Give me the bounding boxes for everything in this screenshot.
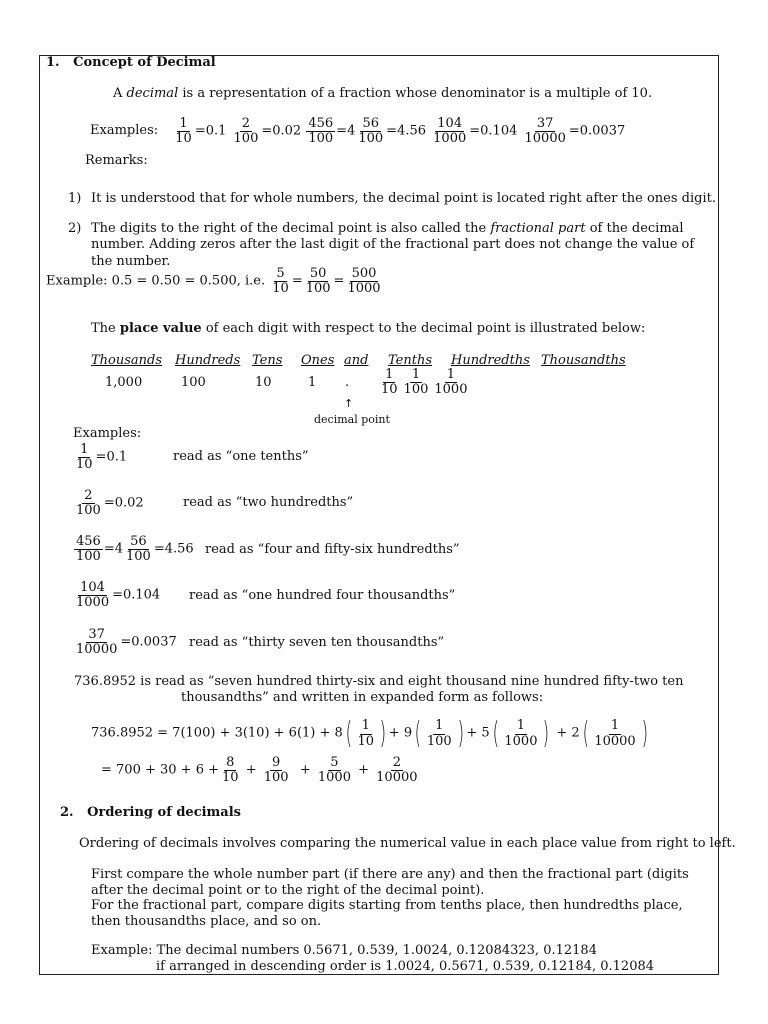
ordering-example-line-1: Example: The decimal numbers 0.5671, 0.539, 1.0024, 0.12084323, 0.12184 [91,943,597,958]
fraction: $\frac{2}{10000}$ [376,755,418,786]
section-2-number: 2. [60,805,74,820]
value-100: 100 [181,375,206,390]
header-hundreds: Hundreds [175,353,241,368]
section-2-title: Ordering of decimals [87,805,241,820]
fraction: $\frac{5}{1000}$ [317,755,351,786]
fraction: $\frac{1}{10000}$ [594,718,636,749]
decimal-point-label: decimal point [314,413,390,426]
fraction: $\frac{456}{100}$ [76,534,101,565]
fraction: $\frac{1}{10}$ [357,718,375,749]
header-thousandths: Thousandths [541,353,626,368]
ordering-paragraph-1: First compare the whole number part (if there are any) and then the fractional part (digits after the decimal point or to the right of the decimal point). [91,867,689,899]
fraction: $\frac{37}{10000}$ [76,627,118,658]
fraction: $\frac{1}{10}$ [175,116,192,147]
read-example-2-text: read as “two hundredths” [183,495,354,510]
fraction: $\frac{1}{100}$ [403,367,429,398]
header-tenths: Tenths [388,353,432,368]
expanded-form-line-2: = 700 + 30 + 6 + $\frac{8}{10}$ + $\frac{9}{100}$ + $\frac{5}{1000}$ + $\frac{2}{10000}$ [101,755,418,786]
remark-2-number: 2) [68,221,82,236]
fraction: $\frac{56}{100}$ [126,534,151,565]
fraction: $\frac{104}{1000}$ [76,580,110,611]
ordering-example-line-2: if arranged in descending order is 1.0024, 0.5671, 0.539, 0.12184, 0.12084 [156,959,655,974]
read-example-1: $\frac{1}{10}$ =0.1 [76,442,128,473]
examples-row: Examples: $\frac{1}{10}$ =0.1 $\frac{2}{100}$ =0.02 $\frac{456}{100}$ =4 $\frac{56}{100}$ =4.56 $\frac{104}{1000}$ =0.104 $\frac{37}{10000}$ =0.0037 [90,116,626,147]
fraction: $\frac{1}{1000}$ [504,718,538,749]
big-number-line-2: thousandths” and written in expanded form as follows: [181,690,544,705]
value-10: 10 [255,375,272,390]
fraction: $\frac{5}{10}$ [272,266,289,297]
header-ones: Ones [301,353,335,368]
zero-example: Example: 0.5 = 0.50 = 0.500, i.e. $\frac{5}{10}$ = $\frac{50}{100}$ = $\frac{500}{1000}$ [46,266,381,297]
value-1: 1 [308,375,317,390]
read-example-4: $\frac{104}{1000}$ =0.104 [76,580,161,611]
place-fractions [378,368,470,398]
fraction: $\frac{56}{100}$ [358,116,384,147]
header-thousands: Thousands [91,353,163,368]
fraction: $\frac{50}{100}$ [305,266,331,297]
remark-1-number: 1) [68,191,82,206]
fraction: $\frac{37}{10000}$ [524,116,566,147]
remarks-label: Remarks: [85,153,148,168]
section-1-heading [46,56,216,71]
fraction: $\frac{500}{1000}$ [347,266,381,297]
ordering-intro: Ordering of decimals involves comparing the numerical value in each place value from right to left. [79,836,736,851]
fraction: $\frac{1}{100}$ [426,718,452,749]
fraction: $\frac{8}{10}$ [222,755,239,786]
read-example-5: $\frac{37}{10000}$ =0.0037 [76,627,177,658]
examples-label: Examples: [90,123,159,139]
section-1-number: 1. [46,55,60,70]
section-1-title: Concept of Decimal [73,55,216,70]
header-tens: Tens [252,353,283,368]
arrow-up-icon: ↑ [344,397,354,410]
read-example-1-text: read as “one tenths” [173,449,309,464]
fraction: $\frac{2}{100}$ [233,116,259,147]
read-example-3-text: read as “four and fifty-six hundredths” [205,542,460,557]
place-value-intro: The place value of each digit with respect to the decimal point is illustrated below: [91,321,646,336]
fraction: $\frac{1}{10}$ [76,442,93,473]
fraction: $\frac{9}{100}$ [263,755,289,786]
read-examples-label: Examples: [73,426,142,441]
expanded-form-line-1: 736.8952 = 7(100) + 3(10) + 6(1) + 8( $\frac{1}{10}$ ) + 9( $\frac{1}{100}$ ) + 5( $\frac{1}{1000}$ ) + 2( $\frac{1}{10000}$ ) [91,716,648,751]
fraction: $\frac{2}{100}$ [76,488,101,519]
read-example-2: $\frac{2}{100}$ =0.02 [76,488,144,519]
value-point: . [345,375,350,390]
read-example-3: $\frac{456}{100}$ =4 $\frac{56}{100}$ =4.56 [76,534,194,565]
header-and: and [344,353,369,368]
decimal-term: decimal [126,86,179,101]
fraction: $\frac{456}{100}$ [308,116,334,147]
decimal-definition: A decimal is a representation of a fraction whose denominator is a multiple of 10. [113,86,653,101]
read-example-4-text: read as “one hundred four thousandths” [189,588,456,603]
fraction: $\frac{104}{1000}$ [433,116,467,147]
remark-1-text: It is understood that for whole numbers, the decimal point is located right after the ones digit. [91,191,716,206]
big-number-line-1: 736.8952 is read as “seven hundred thirty-six and eight thousand nine hundred fifty-two ten [74,674,684,689]
value-1000: 1,000 [105,375,143,390]
read-example-5-text: read as “thirty seven ten thousandths” [189,635,445,650]
fraction: $\frac{1}{10}$ [381,367,398,398]
ordering-paragraph-2: For the fractional part, compare digits starting from tenths place, then hundredths place, then thousandths place, and so on. [91,898,683,930]
header-hundredths: Hundredths [451,353,530,368]
remark-2-text: The digits to the right of the decimal point is also called the fractional part of the decimal number. Adding zeros after the last digit of the fractional part does not change the value of the number. [91,221,695,269]
fraction: $\frac{1}{1000}$ [434,367,468,398]
section-2-heading [60,806,241,821]
